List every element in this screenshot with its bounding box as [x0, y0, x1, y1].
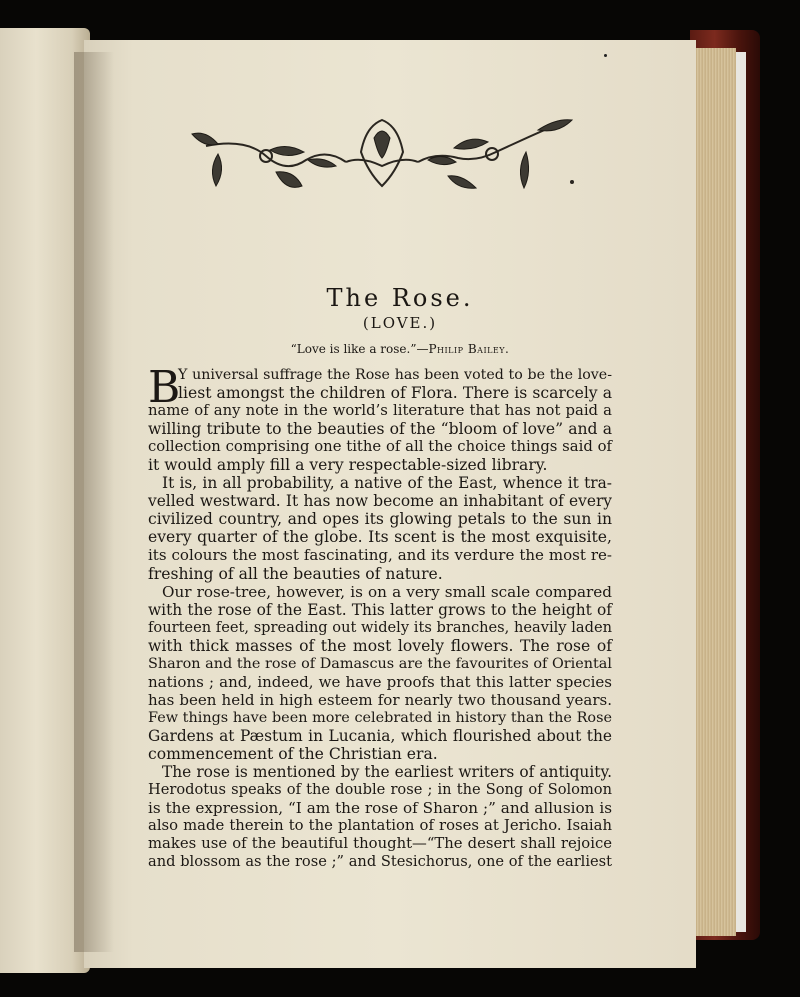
drop-cap: B	[148, 362, 181, 413]
text-line: collection comprising one tithe of all the choice things said of	[148, 438, 612, 456]
text-line: It is, in all probability, a native of the East, whence it tra-	[162, 474, 612, 493]
text-line: its colours the most fascinating, and its verdure the most re-	[148, 546, 612, 565]
gutter-shadow	[74, 52, 114, 952]
text-line: The rose is mentioned by the earliest writers of antiquity.	[162, 763, 612, 782]
text-line: commencement of the Christian era.	[148, 744, 438, 763]
text-line: and blossom as the rose ;” and Stesichorus, one of the earliest	[148, 853, 612, 871]
text-line: liest amongst the children of Flora. There is scarcely a	[178, 384, 612, 403]
body-text	[148, 362, 612, 871]
text-line: Few things have been more celebrated in history than the Rose	[148, 709, 612, 726]
text-line: with thick masses of the most lovely flowers. The rose of	[148, 636, 612, 655]
text-line: also made therein to the plantation of roses at Jericho. Isaiah	[148, 817, 612, 835]
text-line: nations ; and, indeed, we have proofs that this latter species	[148, 672, 612, 691]
text-line: velled westward. It has now become an inhabitant of every	[148, 492, 612, 511]
floral-ornament-icon	[186, 116, 578, 206]
epigraph-author: Philip Bailey.	[428, 342, 510, 356]
text-line: Gardens at Pæstum in Lucania, which flourished about the	[148, 726, 612, 745]
text-line: civilized country, and opes its glowing petals to the sun in	[148, 510, 612, 529]
text-line: willing tribute to the beauties of the “bloom of love” and a	[148, 420, 612, 439]
chapter-title: The Rose.	[326, 284, 474, 312]
text-line: freshing of all the beauties of nature.	[148, 564, 443, 583]
epigraph-quote: “Love is like a rose.”—	[290, 342, 429, 356]
epigraph	[150, 342, 650, 356]
text-line: has been held in high esteem for nearly two thousand years.	[148, 690, 612, 709]
text-line: is the expression, “I am the rose of Sharon ;” and allusion is	[148, 799, 612, 818]
text-line: with the rose of the East. This latter grows to the height of	[148, 600, 612, 619]
text-line: fourteen feet, spreading out widely its branches, heavily laden	[148, 618, 612, 636]
chapter-subtitle: (LOVE.)	[362, 314, 438, 332]
text-line: makes use of the beautiful thought—“The desert shall rejoice	[148, 835, 612, 853]
inner-edge	[736, 52, 746, 932]
text-line: Our rose-tree, however, is on a very small scale compared	[162, 582, 612, 601]
text-line: every quarter of the globe. Its scent is the most exquisite,	[148, 528, 612, 547]
text-line: Y universal suffrage the Rose has been voted to be the love-	[178, 367, 612, 383]
text-line: it would amply fill a very respectable-sized library.	[148, 456, 548, 475]
text-line: Sharon and the rose of Damascus are the favourites of Oriental	[148, 655, 612, 672]
text-line: Herodotus speaks of the double rose ; in the Song of Solomon	[148, 781, 612, 799]
text-line: name of any note in the world’s literature that has not paid a	[148, 402, 612, 420]
page-speck	[604, 54, 607, 57]
